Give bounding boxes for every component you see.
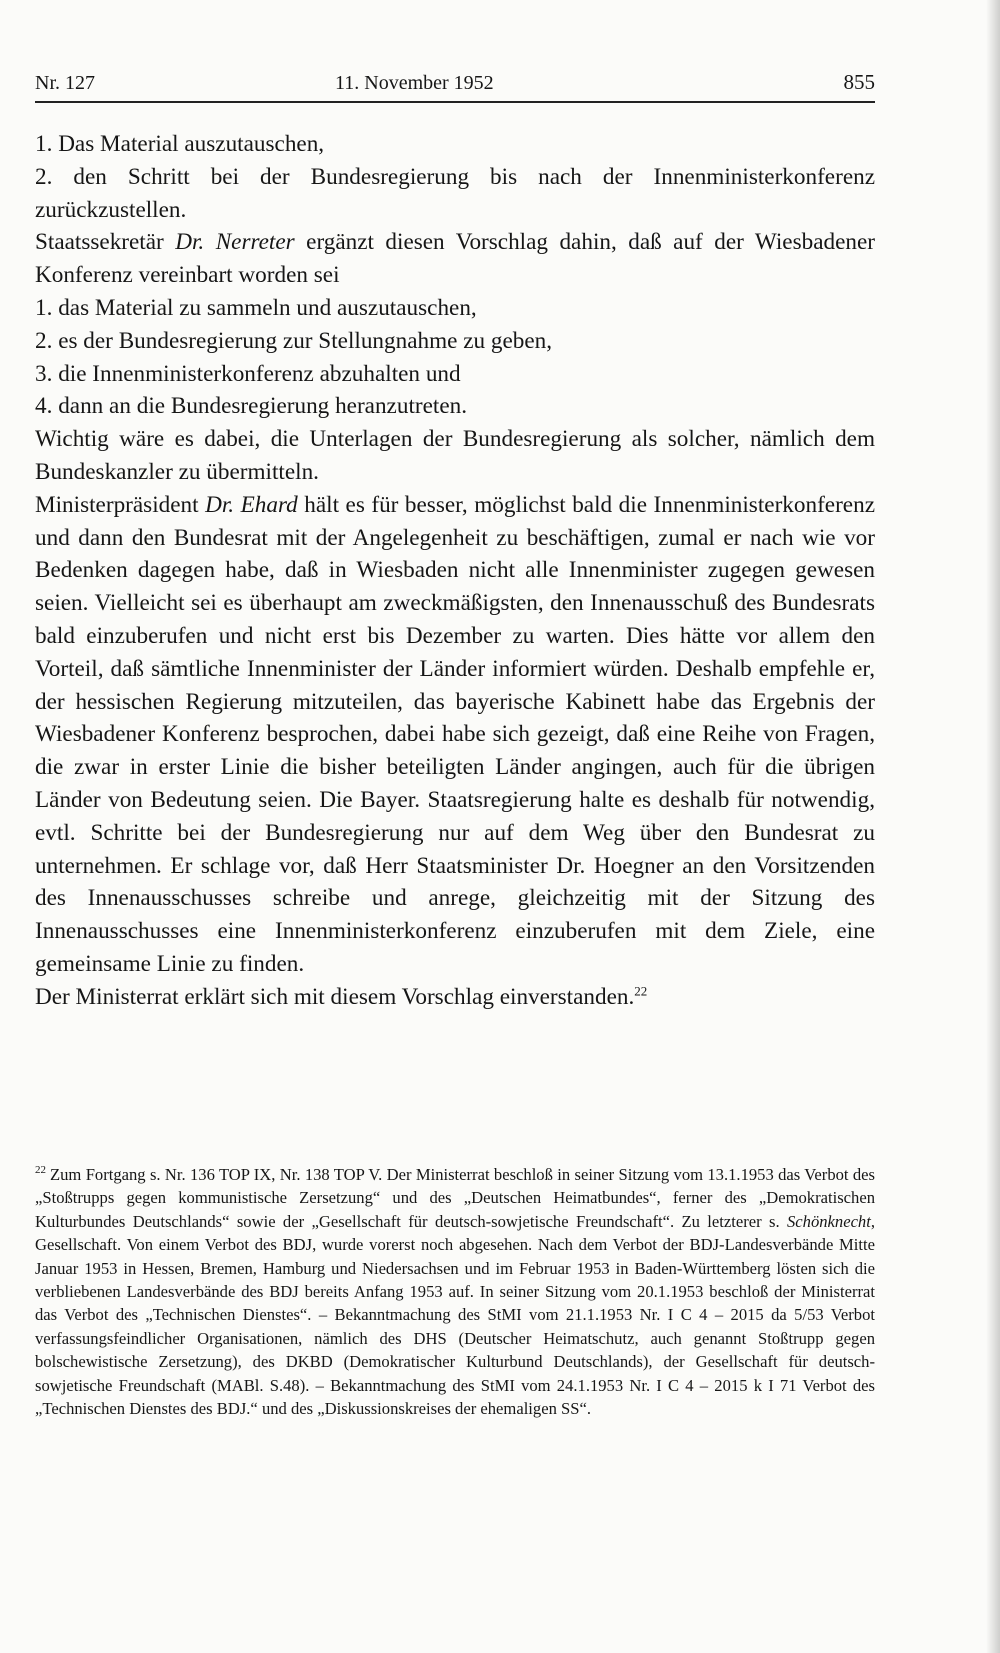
page-edge-shadow	[986, 0, 1000, 1653]
page-number: 855	[843, 70, 875, 94]
text-run: Zum Fortgang s. Nr. 136 TOP IX, Nr. 138 TOP V. Der Ministerrat beschloß in seiner Sitzung vom 13.1.1953 das Verbot des „Stoßtrupps gegen kommunistische Zersetzung“ und des „Deutschen Heimatbundes“, ferner des „Demokratischen Kulturbundes Deutschlands“ sowie der „Gesellschaft für deutsch-sowjetische Freundschaft“. Zu letzterer s.	[35, 1165, 875, 1231]
footnote-marker: 22	[35, 1164, 46, 1177]
footnotes	[35, 1163, 875, 1420]
main-text	[35, 128, 875, 1014]
text-run: Ministerpräsident	[35, 491, 206, 518]
running-header	[35, 68, 875, 98]
paragraph: Wichtig wäre es dabei, die Unterlagen der Bundesregierung als solcher, nämlich dem Bundeskanzler zu übermitteln.	[35, 426, 875, 485]
paragraph	[35, 489, 875, 981]
text-run: ergänzt diesen Vorschlag dahin, daß auf der Wiesbadener Konferenz vereinbart worden sei	[35, 229, 875, 289]
paragraph	[35, 226, 875, 292]
text-run: , Gesellschaft. Von einem Verbot des BDJ, wurde vorerst noch abgesehen. Nach dem Verbot der BDJ-Landesverbände Mitte Januar 1953 in Hessen, Bremen, Hamburg und Niedersachsen und im Februar 1953 in Baden-Württemberg lösten sich die verbliebenen Landesverbände des BDJ bereits Anfang 1953 auf. In seiner Sitzung vom 20.1.1953 beschloß der Ministerrat das Verbot des „Technischen Dienstes“. – Bekanntmachung des StMI vom 21.1.1953 Nr. I C 4 – 2015 da 5/53 Verbot verfassungsfeindlicher Organisationen, nämlich des DHS (Deutscher Heimatschutz, auch genannt Stoßtrupp gegen bolschewistische Zersetzung), des DKBD (Demokratischer Kulturbund Deutschlands), der Gesellschaft für deutsch-sowjetische Freundschaft (MABl. S.48). – Bekanntmachung des StMI vom 24.1.1953 Nr. I C 4 – 2015 k I 71 Verbot des „Technischen Dienstes des BDJ.“ und des „Diskussionskreises der ehemaligen SS“.	[35, 1211, 875, 1419]
text-run: Der Ministerrat erklärt sich mit diesem Vorschlag einverstanden.	[35, 983, 635, 1010]
person-name: Dr. Nerreter	[175, 229, 295, 256]
paragraph: 1. Das Material auszutauschen,	[35, 131, 325, 157]
text-run: hält es für besser, möglichst bald die Innenministerkonferenz und dann den Bundesrat mit der Angelegenheit zu beschäftigen, zumal er nach wie vor Bedenken dagegen habe, daß in Wiesbaden nicht alle Innenminister zugegen gewesen seien. Vielleicht sei es überhaupt am zweckmäßigsten, den Innenausschuß des Bundesrats bald einzuberufen und nicht erst bis Dezember zu warten. Dies hätte vor allem den Vorteil, daß sämtliche Innenminister der Länder informiert würden. Deshalb empfehle er, der hessischen Regierung mitzuteilen, das bayerische Kabinett habe das Ergebnis der Wiesbadener Konferenz besprochen, dabei habe sich gezeigt, daß eine Reihe von Fragen, die zwar in erster Linie die bisher beteiligten Länder angingen, auch für die übrigen Länder von Bedeutung seien. Die Bayer. Staatsregierung halte es deshalb für notwendig, evtl. Schritte bei der Bundesregierung nur auf dem Weg über den Bundesrat zu unternehmen. Er schlage vor, daß Herr Staatsminister Dr. Hoegner an den Vorsitzenden des Innenausschusses schreibe und anrege, gleichzeitig mit der Sitzung des Innenausschusses eine Innenministerkonferenz einzuberufen mit dem Ziele, eine gemeinsame Linie zu finden.	[35, 491, 875, 977]
header-rule	[35, 101, 875, 103]
paragraph: 3. die Innenministerkonferenz abzuhalten und	[35, 360, 461, 387]
author-name: Schönknecht	[786, 1211, 871, 1231]
paragraph: 2. den Schritt bei der Bundesregierung bis nach der Innenministerkonferenz zurückzustellen.	[35, 163, 875, 223]
person-name: Dr. Ehard	[205, 491, 298, 518]
document-number: Nr. 127	[35, 72, 95, 94]
paragraph	[35, 981, 875, 1014]
footnote-reference[interactable]: 22	[634, 982, 648, 998]
paragraph: 4. dann an die Bundesregierung heranzutreten.	[35, 393, 468, 420]
footnote	[35, 1163, 875, 1420]
document-page	[35, 0, 875, 1653]
text-run: Staatssekretär	[35, 229, 176, 256]
header-date: 11. November 1952	[335, 72, 494, 94]
paragraph: 1. das Material zu sammeln und auszutauschen,	[35, 294, 477, 321]
paragraph: 2. es der Bundesregierung zur Stellungnahme zu geben,	[35, 327, 553, 354]
